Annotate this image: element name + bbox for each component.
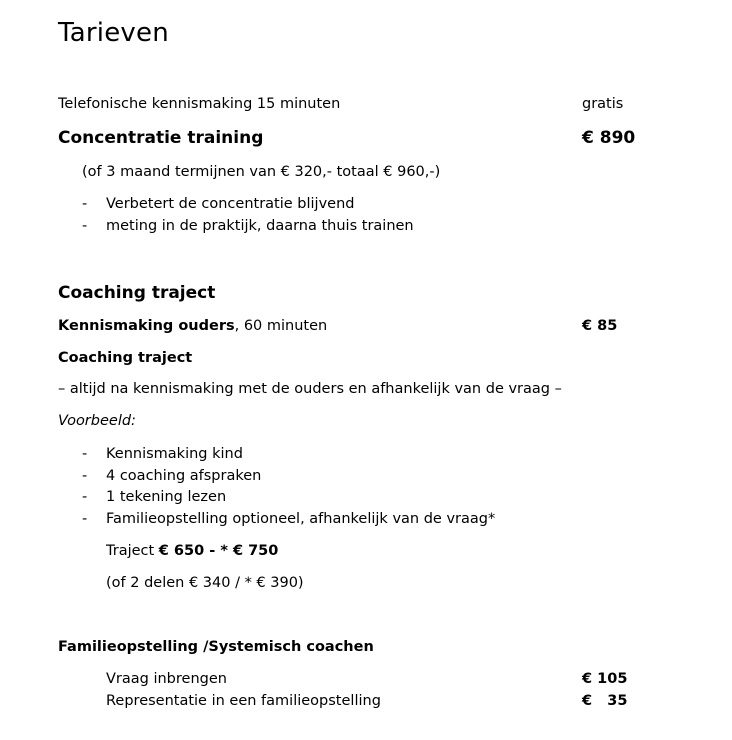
coaching-heading: Coaching traject xyxy=(58,283,216,303)
coaching-intro xyxy=(58,318,327,334)
list-item: - 4 coaching afspraken xyxy=(82,468,262,484)
coaching-intro-bold: Kennismaking ouders xyxy=(58,318,235,334)
family-heading: Familieopstelling /Systemisch coachen xyxy=(58,639,374,655)
traject-price: € 650 - * € 750 xyxy=(158,543,279,559)
concentration-price: € 890 xyxy=(582,128,636,148)
intro-label: Telefonische kennismaking 15 minuten xyxy=(58,96,341,112)
concentration-heading: Concentratie training xyxy=(58,128,264,148)
concentration-installments: (of 3 maand termijnen van € 320,- totaal € 960,-) xyxy=(82,164,441,180)
coaching-example-label: Voorbeeld: xyxy=(58,413,136,429)
list-item: - meting in de praktijk, daarna thuis trainen xyxy=(82,218,414,234)
list-item: - Verbetert de concentratie blijvend xyxy=(82,196,355,212)
traject-label: Traject xyxy=(106,543,159,559)
traject-price-line xyxy=(106,543,278,559)
list-item: - Familieopstelling optioneel, afhankelijk van de vraag* xyxy=(82,511,496,527)
coaching-note: – altijd na kennismaking met de ouders en afhankelijk van de vraag – xyxy=(58,381,562,397)
family-item-price: € 35 xyxy=(582,693,628,709)
family-item-price: € 105 xyxy=(582,671,628,687)
coaching-intro-price: € 85 xyxy=(582,318,618,334)
coaching-subheading: Coaching traject xyxy=(58,350,193,366)
list-item: - 1 tekening lezen xyxy=(82,489,227,505)
family-item-label: Representatie in een familieopstelling xyxy=(106,693,381,709)
coaching-intro-rest: , 60 minuten xyxy=(234,318,328,334)
page-title: Tarieven xyxy=(58,18,169,48)
traject-split: (of 2 delen € 340 / * € 390) xyxy=(106,575,304,591)
family-item-label: Vraag inbrengen xyxy=(106,671,227,687)
list-item: - Kennismaking kind xyxy=(82,446,243,462)
intro-price: gratis xyxy=(582,96,624,112)
